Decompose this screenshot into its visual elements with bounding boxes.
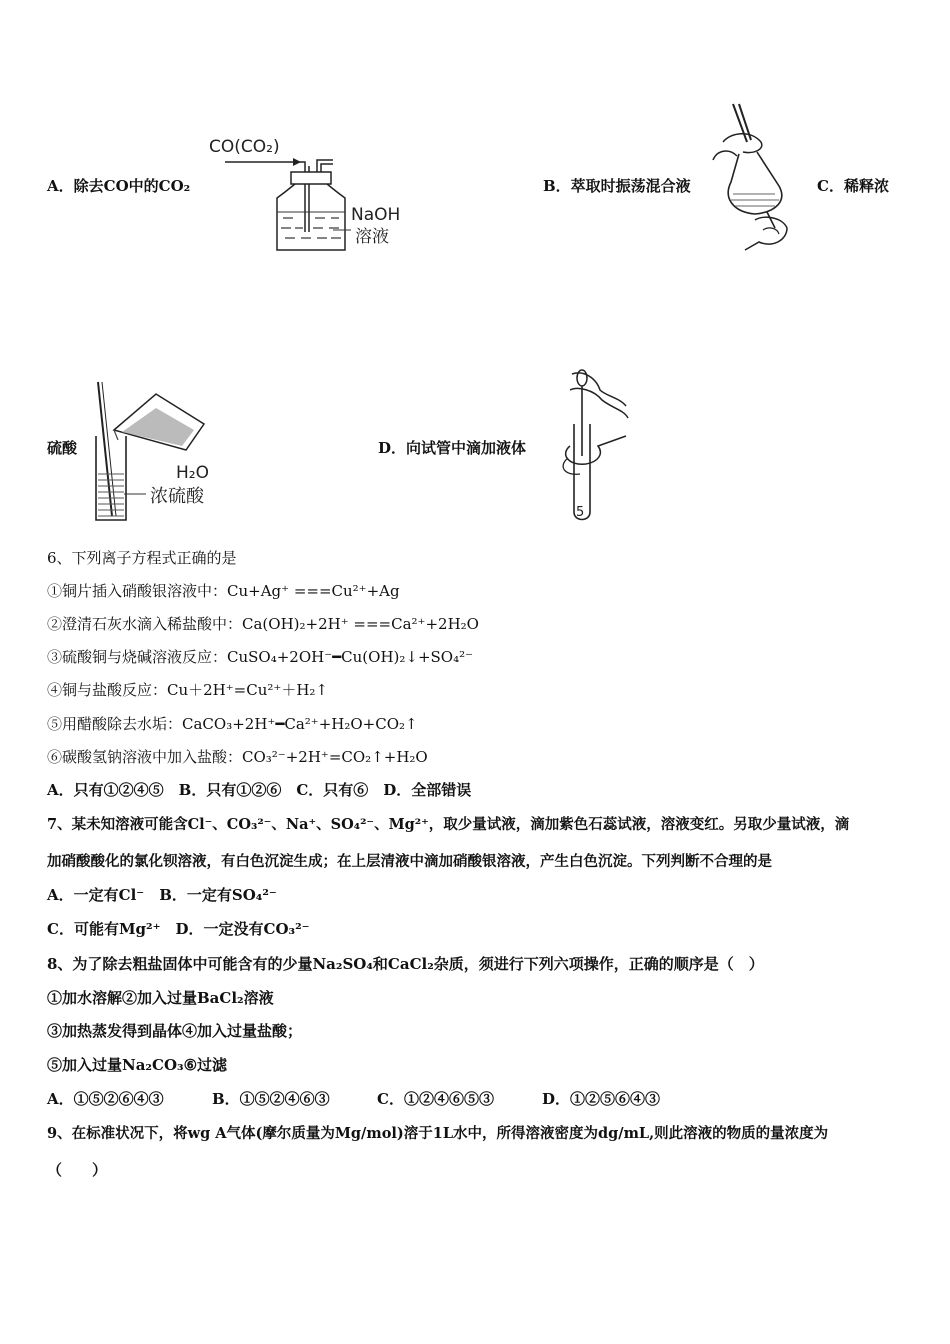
q6-options: A．只有①②④⑤ B．只有①②⑥ C．只有⑥ D．全部错误: [47, 781, 472, 799]
q8-option-a: A．①⑤②⑥④③: [47, 1090, 164, 1108]
q7-options-ab: A．一定有Cl⁻ B．一定有SO₄²⁻: [47, 886, 277, 904]
q6-item-3: ③硫酸铜与烧碱溶液反应：CuSO₄+2OH⁻━Cu(OH)₂↓+SO₄²⁻: [47, 648, 474, 666]
q8-ops-1: ①加水溶解②加入过量BaCl₂溶液: [47, 989, 274, 1007]
q6-item-1: ①铜片插入硝酸银溶液中：Cu+Ag⁺ ===Cu²⁺+Ag: [47, 582, 400, 600]
q9-line-2: （ ）: [47, 1161, 108, 1179]
dropper-test-tube-figure: [540, 366, 632, 526]
fig-a-naoh-label: NaOH: [351, 205, 401, 225]
q6-item-5: ⑤用醋酸除去水垢：CaCO₃+2H⁺━Ca²⁺+H₂O+CO₂↑: [47, 715, 418, 733]
dilution-beaker-figure: [92, 378, 232, 523]
separatory-funnel-figure: [703, 102, 798, 257]
q8-option-b: B．①⑤②④⑥③: [212, 1090, 330, 1108]
fig-c-water-label: H₂O: [176, 463, 209, 483]
q7-options-cd: C．可能有Mg²⁺ D．一定没有CO₃²⁻: [47, 920, 310, 938]
q5-option-d: D．向试管中滴加液体: [378, 439, 527, 457]
q8-option-d: D．①②⑤⑥④③: [542, 1090, 661, 1108]
q6-item-6: ⑥碳酸氢钠溶液中加入盐酸：CO₃²⁻+2H⁺=CO₂↑+H₂O: [47, 748, 428, 766]
q8-ops-2: ③加热蒸发得到晶体④加入过量盐酸；: [47, 1022, 303, 1040]
q8-stem: 8、为了除去粗盐固体中可能含有的少量Na₂SO₄和CaCl₂杂质，须进行下列六项操作，正确的顺序是（ ）: [47, 955, 764, 973]
fig-a-gas-label: CO(CO₂): [209, 137, 280, 157]
q8-option-c: C．①②④⑥⑤③: [377, 1090, 494, 1108]
fig-c-acid-label: 浓硫酸: [150, 486, 204, 507]
gas-washing-bottle-figure: [205, 132, 425, 257]
q8-ops-3: ⑤加入过量Na₂CO₃⑥过滤: [47, 1056, 228, 1074]
q7-line-2: 加硝酸酸化的氯化钡溶液，有白色沉淀生成；在上层清液中滴加硝酸银溶液，产生白色沉淀。下列判断不合理的是: [47, 853, 772, 870]
q7-line-1: 7、某未知溶液可能含Cl⁻、CO₃²⁻、Na⁺、SO₄²⁻、Mg²⁺，取少量试液，滴加紫色石蕊试液，溶液变红。另取少量试液，滴: [47, 816, 850, 833]
q6-item-4: ④铜与盐酸反应：Cu＋2H⁺=Cu²⁺＋H₂↑: [47, 681, 328, 699]
q9-line-1: 9、在标准状况下，将wg A气体(摩尔质量为Mg/mol)溶于1L水中，所得溶液密度为dg/mL,则此溶液的物质的量浓度为: [47, 1125, 829, 1142]
q5-option-c-cont: 硫酸: [47, 439, 78, 457]
q5-option-c: C．稀释浓: [817, 177, 889, 195]
q6-item-2: ②澄清石灰水滴入稀盐酸中：Ca(OH)₂+2H⁺ ===Ca²⁺+2H₂O: [47, 615, 479, 633]
fig-a-solution-label: 溶液: [355, 227, 389, 247]
q5-option-a: A．除去CO中的CO₂: [47, 177, 191, 195]
q5-option-b: B．萃取时振荡混合液: [543, 177, 691, 195]
fig-d-mark: 5: [576, 505, 585, 520]
q6-stem: 6、下列离子方程式正确的是: [47, 549, 237, 567]
